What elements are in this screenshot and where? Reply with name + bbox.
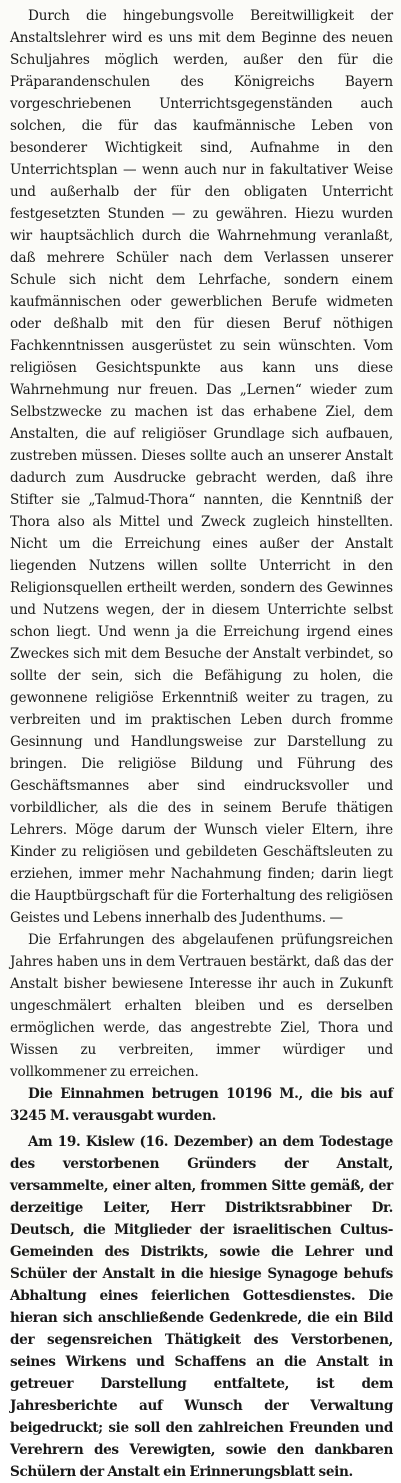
paragraph-finances: Die Einnahmen betrugen 10196 M., die bis auf 3245 M. verausgabt wurden.: [10, 1086, 393, 1124]
paragraph-curriculum: Durch die hingebungsvolle Bereitwilligkeit der Anstaltslehrer wird es uns mit dem Beginne des neuen Schuljahres möglich werden, außer den für die Präparandenschulen des Königreichs Bayern vorgeschriebenen Unterrichtsgegenständen auch solchen, die für das kaufmännische Leben von besonderer Wichtigkeit sind, Aufnahme in den Unterrichtsplan — wenn auch nur in fakultativer Weise und außerhalb der für den obligaten Unterricht festgesetzten Stunden — zu gewähren. Hiezu wurden wir hauptsächlich durch die Wahrnehmung veranlaßt, daß mehrere Schüler nach dem Verlassen unserer Schule sich nicht dem Lehrfache, sondern einem kaufmännischen oder gewerblichen Berufe widmeten oder deßhalb mit den für diesen Beruf nöthigen Fachkenntnissen ausgerüstet zu sein wünschten. Vom religiösen Gesichtspunkte aus kann uns diese Wahrnehmung nur freuen. Das „Lernen“ wieder zum Selbstzwecke zu machen ist das erhabene Ziel, dem Anstalten, die auf religiöser Grundlage sich aufbauen, zustreben müssen. Dieses sollte auch an unserer Anstalt dadurch zum Ausdrucke gebracht werden, daß ihre Stifter sie „Talmud-Thora“ nannten, die Kenntniß der Thora also als Mittel und Zweck zugleich hinstellten. Nicht um die Erreichung eines außer der Anstalt liegenden Nutzens willen sollte Unterricht in den Religionsquellen ertheilt werden, sondern des Gewinnes und Nutzens wegen, der in diesem Unterrichte selbst schon liegt. Und wenn ja die Erreichung irgend eines Zweckes sich mit dem Besuche der Anstalt verbindet, so sollte der sein, sich die Befähigung zu holen, die gewonnene religiöse Erkenntniß weiter zu tragen, zu verbreiten und im praktischen Leben durch fromme Gesinnung und Handlungsweise zur Darstellung zu bringen. Die religiöse Bildung und Führung des Geschäftsmannes aber sind eindrucksvoller und vorbildlicher, als die des in seinem Berufe thätigen Lehrers. Möge darum der Wunsch vieler Eltern, ihre Kinder zu religiösen und gebildeten Geschäftsleuten zu erziehen, immer mehr Nachahmung finden; darin liegt die Hauptbürgschaft für die Forterhaltung des religiösen Geistes und Lebens innerhalb des Judenthums. —: [10, 8, 393, 926]
paragraph-memorial: Am 19. Kislew (16. Dezember) an dem Todestage des verstorbenen Gründers der Anstalt, versammelte, einer alten, frommen Sitte gemäß, der derzeitige Leiter, Herr Distriktsrabbiner Dr. Deutsch, die Mitglieder der israelitischen Cultus-Gemeinden des Distrikts, sowie die Lehrer und Schüler der Anstalt in die hiesige Synagoge behufs Abhaltung eines feierlichen Gottesdienstes. Die hieran sich anschließende Gedenkrede, die ein Bild der segensreichen Thätigkeit des Verstorbenen, seines Wirkens und Schaffens an die Anstalt in getreuer Darstellung entfaltete, ist dem Jahresberichte auf Wunsch der Verwaltung beigedruckt; sie soll den zahlreichen Freunden und Verehrern des Verewigten, sowie den dankbaren Schülern der Anstalt ein Erinnerungsblatt sein.: [10, 1134, 393, 1480]
paragraph-experiences: Die Erfahrungen des abgelaufenen prüfungsreichen Jahres haben uns in dem Vertrauen bestärkt, daß das der Anstalt bisher bewiesene Interesse ihr auch in Zukunft ungeschmälert erhalten bleiben und es derselben ermöglichen werde, das angestrebte Ziel, Thora und Wissen zu verbreiten, immer würdiger und vollkommener zu erreichen.: [10, 932, 394, 1080]
